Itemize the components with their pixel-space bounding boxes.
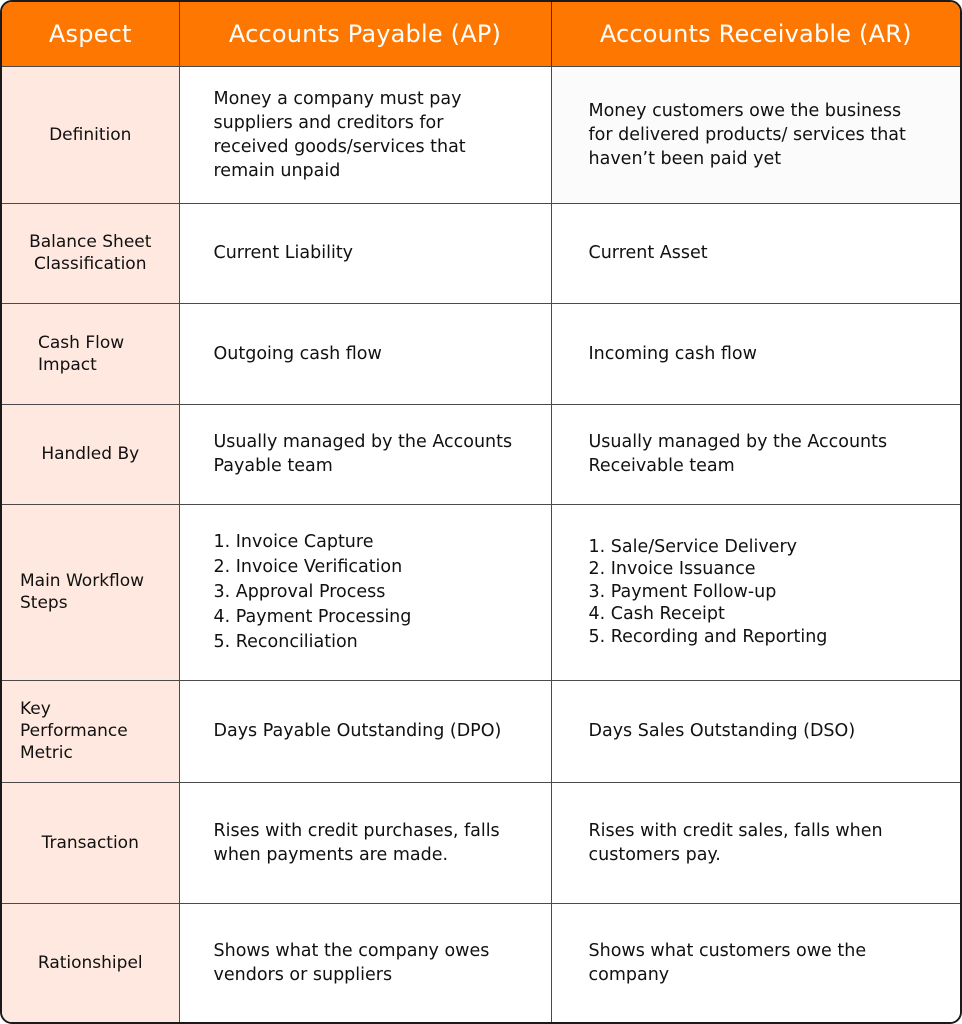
ar-cell: Days Sales Outstanding (DSO) xyxy=(551,680,960,782)
list-item: 3. Approval Process xyxy=(213,581,386,602)
ap-cell xyxy=(179,504,551,680)
ar-cell: Usually managed by the Accounts Receivable team xyxy=(551,404,960,504)
table-row-handled-by xyxy=(2,404,960,504)
table-row-key-performance-metric xyxy=(2,680,960,782)
aspect-cell: Rationshipel xyxy=(2,903,179,1022)
comparison-table xyxy=(2,2,960,1022)
list-item: 4. Payment Processing xyxy=(213,606,412,627)
header-row xyxy=(2,2,960,66)
aspect-cell: Main Workflow Steps xyxy=(2,504,179,680)
ap-cell: Shows what the company owes vendors or suppliers xyxy=(179,903,551,1022)
aspect-cell: Cash Flow Impact xyxy=(2,303,179,404)
list-item: 2. Invoice Issuance xyxy=(588,559,756,580)
ap-cell: Outgoing cash flow xyxy=(179,303,551,404)
aspect-cell: Definition xyxy=(2,66,179,203)
ar-cell xyxy=(551,504,960,680)
ap-cell: Days Payable Outstanding (DPO) xyxy=(179,680,551,782)
list-item: 2. Invoice Verification xyxy=(213,556,403,577)
ar-cell: Current Asset xyxy=(551,203,960,303)
table-row-cash-flow-impact xyxy=(2,303,960,404)
list-item: 5. Reconciliation xyxy=(213,631,358,652)
header-aspect: Aspect xyxy=(2,2,179,66)
table-row-main-workflow-steps xyxy=(2,504,960,680)
table-row-transaction xyxy=(2,782,960,903)
list-item: 1. Invoice Capture xyxy=(213,531,374,552)
header-accounts-receivable: Accounts Receivable (AR) xyxy=(551,2,960,66)
list-item: 1. Sale/Service Delivery xyxy=(588,536,797,557)
aspect-cell: Transaction xyxy=(2,782,179,903)
ap-cell: Usually managed by the Accounts Payable team xyxy=(179,404,551,504)
list-item: 5. Recording and Reporting xyxy=(588,626,828,647)
ap-cell: Current Liability xyxy=(179,203,551,303)
aspect-cell: Handled By xyxy=(2,404,179,504)
ap-workflow-steps-list xyxy=(214,530,521,655)
ar-cell: Incoming cash flow xyxy=(551,303,960,404)
list-item: 3. Payment Follow-up xyxy=(588,581,777,602)
table-row-definition xyxy=(2,66,960,203)
ap-cell: Money a company must pay suppliers and creditors for received goods/services that remain unpaid xyxy=(179,66,551,203)
aspect-cell: Balance Sheet Classification xyxy=(2,203,179,303)
ar-cell: Shows what customers owe the company xyxy=(551,903,960,1022)
ar-cell: Rises with credit sales, falls when customers pay. xyxy=(551,782,960,903)
header-accounts-payable: Accounts Payable (AP) xyxy=(179,2,551,66)
ar-cell: Money customers owe the business for delivered products/ services that haven’t been paid yet xyxy=(551,66,960,203)
list-item: 4. Cash Receipt xyxy=(588,604,725,625)
aspect-cell: Key Performance Metric xyxy=(2,680,179,782)
ap-cell: Rises with credit purchases, falls when payments are made. xyxy=(179,782,551,903)
table-row-balance-sheet-classification xyxy=(2,203,960,303)
ar-workflow-steps-list xyxy=(589,536,931,649)
table-row-relationship xyxy=(2,903,960,1022)
